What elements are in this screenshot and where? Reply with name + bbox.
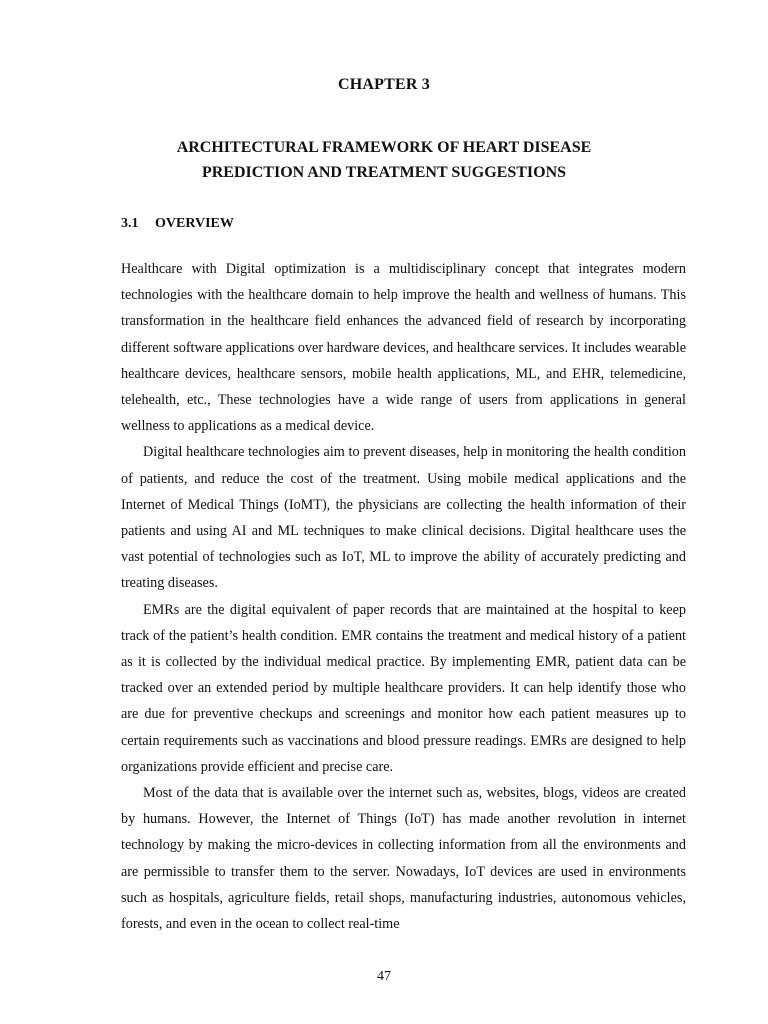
section-heading: [121, 216, 234, 232]
section-number: 3.1: [121, 216, 139, 231]
paragraph-2: Digital healthcare technologies aim to prevent diseases, help in monitoring the health condition of patients, and reduce the cost of the treatment. Using mobile medical applications and the Internet of Medical Things (IoMT), the physicians are collecting the health information of their patients and using AI and ML techniques to make clinical decisions. Digital healthcare uses the vast potential of technologies such as IoT, ML to improve the ability of accurately predicting and treating diseases.: [121, 444, 686, 592]
section-title: OVERVIEW: [155, 216, 234, 231]
chapter-label: CHAPTER 3: [337, 76, 431, 93]
chapter-title-line-2: PREDICTION AND TREATMENT SUGGESTIONS: [201, 164, 567, 181]
paragraph-1: Healthcare with Digital optimization is a multidisciplinary concept that integrates modern technologies with the healthcare domain to help improve the health and wellness of humans. This transformation in the healthcare field enhances the advanced field of research by incorporating different software applications over hardware devices, and healthcare services. It includes wearable healthcare devices, healthcare sensors, mobile health applications, ML, and EHR, telemedicine, telehealth, etc., These technologies have a wide range of users from applications in general wellness to applications as a medical device.: [121, 261, 686, 435]
paragraph-4: Most of the data that is available over the internet such as, websites, blogs, videos are created by humans. However, the Internet of Things (IoT) has made another revolution in internet technology by making the micro-devices in collecting information from all the environments and are permissible to transfer them to the server. Nowadays, IoT devices are used in environments such as hospitals, agriculture fields, retail shops, manufacturing industries, autonomous vehicles, forests, and even in the ocean to collect real-time: [121, 785, 686, 933]
chapter-title: [0, 135, 768, 185]
paragraph-3: EMRs are the digital equivalent of paper records that are maintained at the hospital to keep track of the patient’s health condition. EMR contains the treatment and medical history of a patient as it is collected by the individual medical practice. By implementing EMR, patient data can be tracked over an extended period by multiple healthcare providers. It can help identify those who are due for preventive checkups and screenings and monitor how each patient measures up to certain requirements such as vaccinations and blood pressure readings. EMRs are designed to help organizations provide efficient and precise care.: [121, 601, 686, 775]
body-text: [121, 256, 686, 937]
chapter-title-line-1: ARCHITECTURAL FRAMEWORK OF HEART DISEASE: [176, 139, 592, 156]
page-number: 47: [377, 969, 391, 984]
